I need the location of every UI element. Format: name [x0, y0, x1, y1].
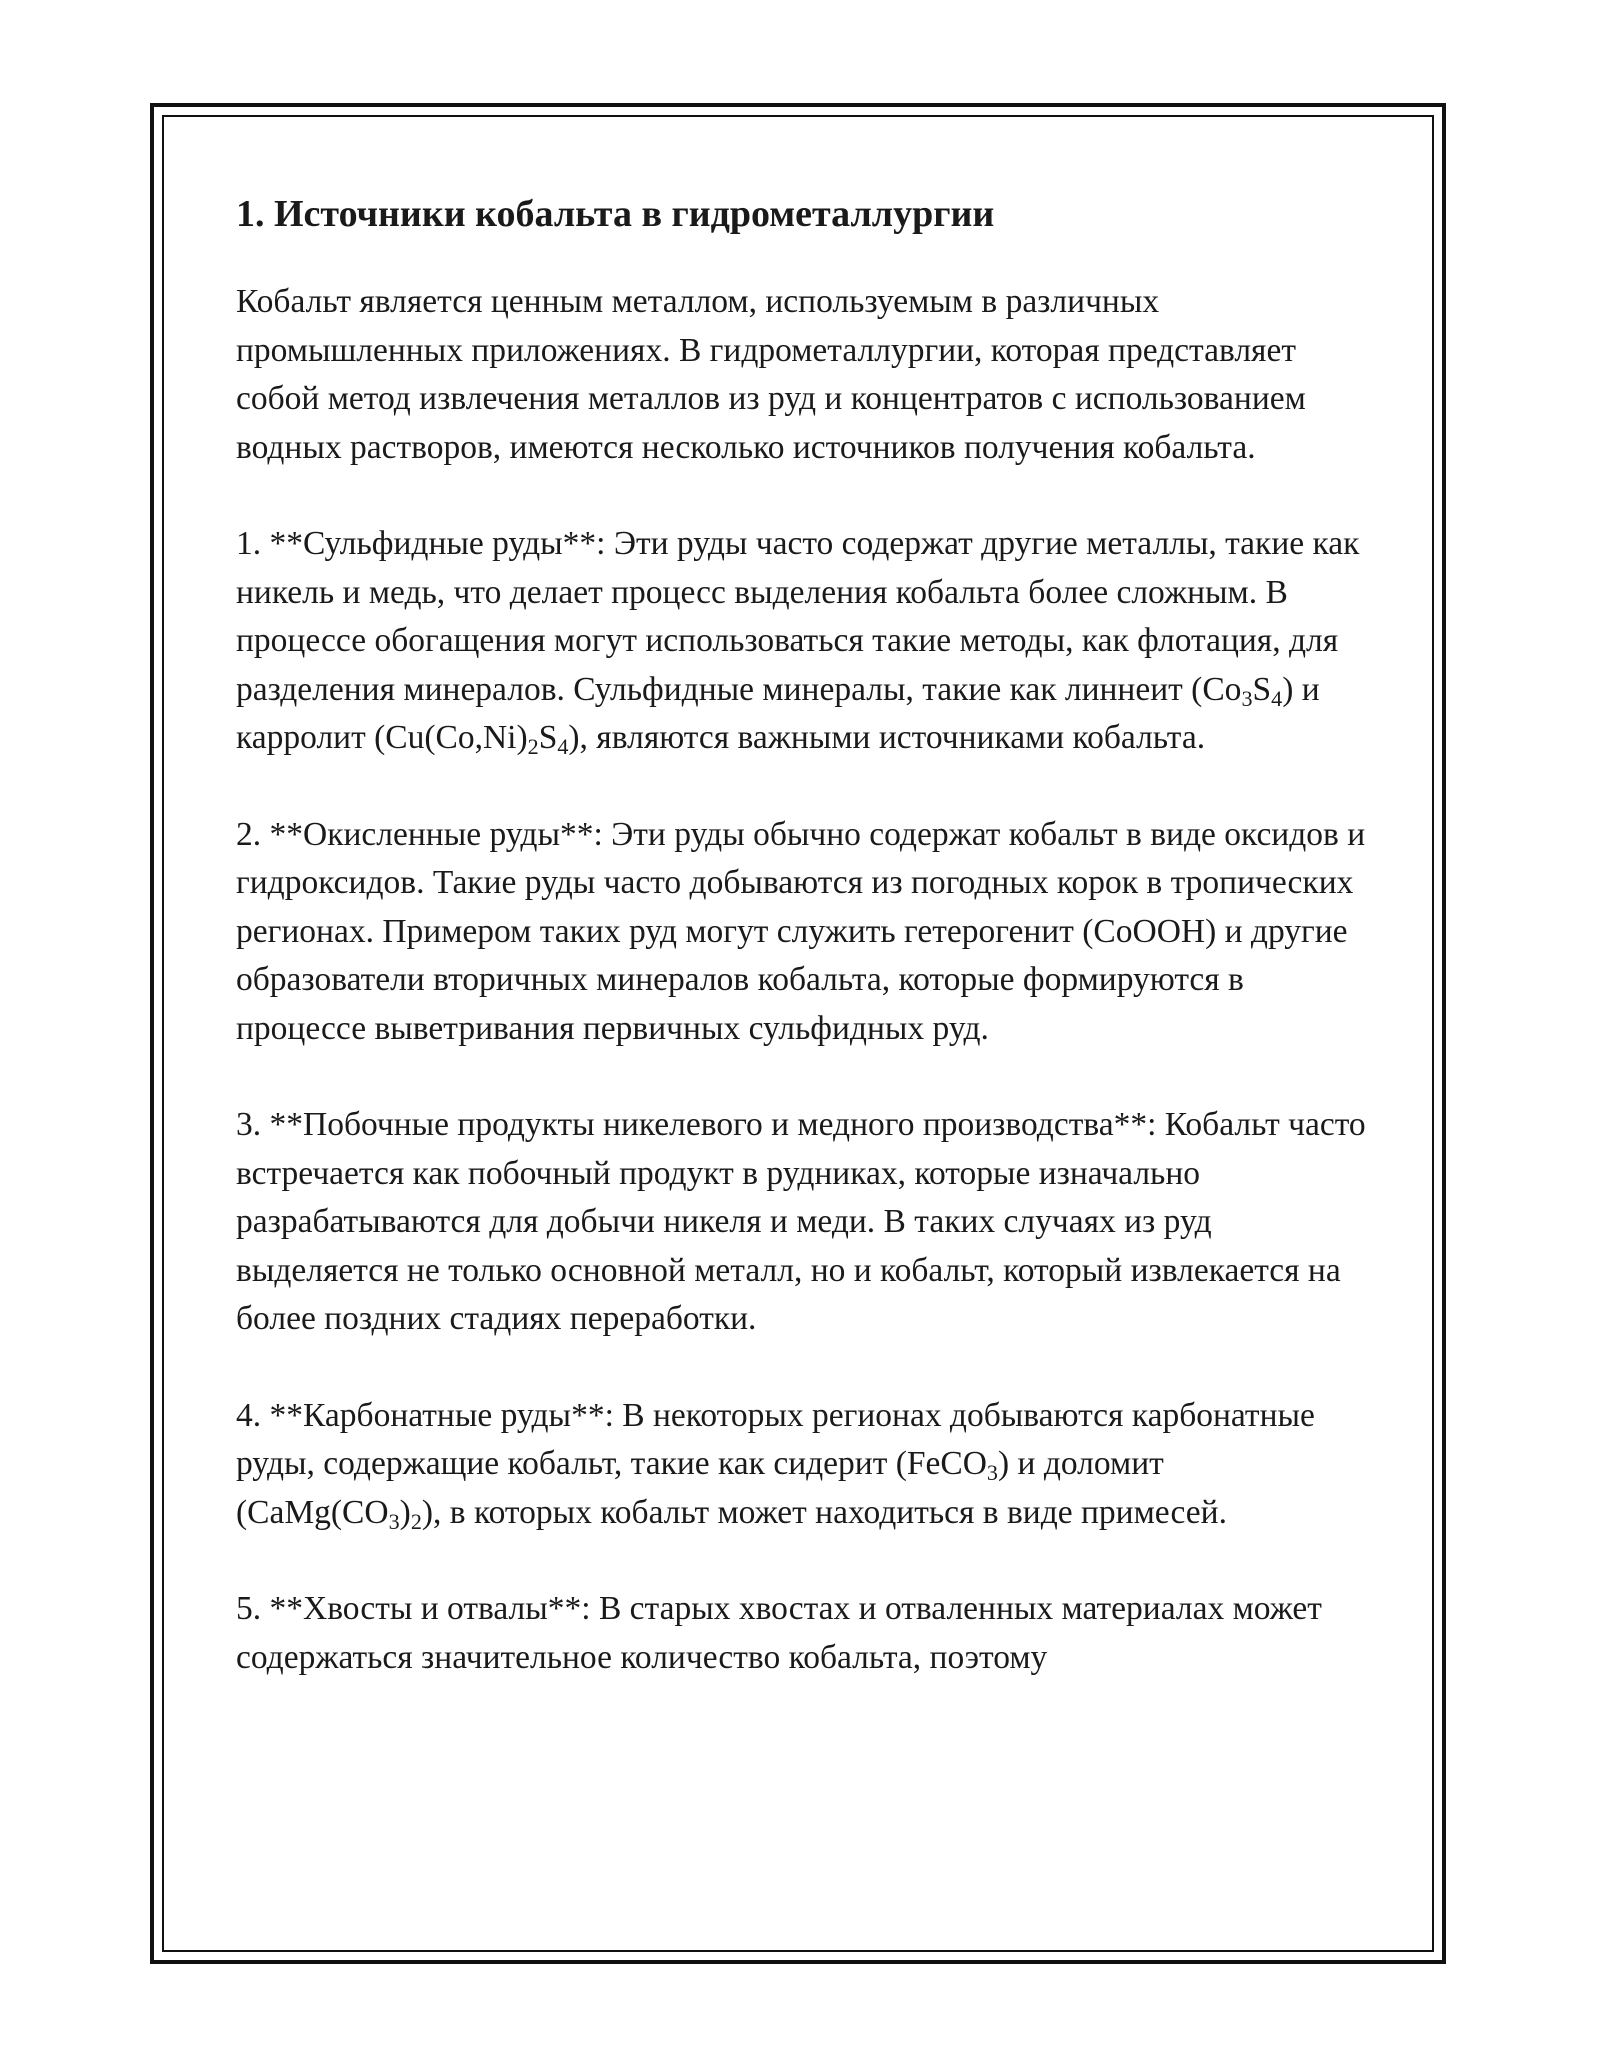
item4-sub-c: 2 — [410, 1508, 422, 1534]
item1-text-e: ), являются важными источниками кобальта. — [568, 719, 1206, 756]
item4-text-a: 4. **Карбонатные руды**: В некоторых регионах добываются карбонатные руды, содержащие кобальт, такие как сидерит (FeCO — [236, 1396, 1315, 1482]
item1-text-d: S — [538, 719, 558, 756]
item1-text-a: 1. **Сульфидные руды**: Эти руды часто содержат другие металлы, такие как никель и медь, что делает процесс выделения кобальта более сложным. В процессе обогащения могут использоваться такие методы, как флотация, для разделения минералов. Сульфидные минералы, такие как линнеит (Co — [236, 525, 1360, 708]
item4-text-d: ), в которых кобальт может находиться в виде примесей. — [421, 1493, 1227, 1531]
item4-sub-a: 3 — [986, 1460, 998, 1486]
item-oxidized-ores: 2. **Окисленные руды**: Эти руды обычно содержат кобальт в виде оксидов и гидроксидов. Такие руды часто добываются из погодных корок в тропических регионах. Примером таких руд могут служить гетерогенит (CoOOH) и другие образователи вторичных минералов кобальта, которые формируются в процессе выветривания первичных сульфидных руд. — [236, 815, 1366, 1047]
item-sulfide-ores — [236, 520, 1376, 763]
item-byproducts: 3. **Побочные продукты никелевого и медного производства**: Кобальт часто встречается как побочный продукт в рудниках, которые изначально разрабатываются для добычи никеля и меди. В таких случаях из руд выделяется не только основной металл, но и кобальт, который извлекается на более поздних стадиях переработки. — [236, 1106, 1366, 1337]
intro-paragraph: Кобальт является ценным металлом, используемым в различных промышленных приложениях. В гидрометаллургии, которая представляет собой метод извлечения металлов из руд и концентратов с использованием водных растворов, имеются несколько источников получения кобальта. — [236, 283, 1306, 466]
item4-sub-b: 3 — [388, 1508, 400, 1534]
item1-text-c: ) и карролит (Cu(Co,Ni) — [236, 670, 1320, 756]
item4-text-c: ) — [399, 1493, 411, 1531]
item-carbonate-ores — [236, 1392, 1376, 1538]
item1-sub-d: 4 — [557, 734, 569, 760]
item1-sub-c: 2 — [527, 734, 539, 760]
item-tailings: 5. **Хвосты и отвалы**: В старых хвостах и отваленных материалах может содержаться значительное количество кобальта, поэтому — [236, 1590, 1322, 1676]
item1-text-b: S — [1252, 670, 1272, 708]
item1-sub-b: 4 — [1271, 685, 1283, 711]
document-body — [236, 188, 1376, 1730]
item4-text-b: ) и доломит (CaMg(CO — [236, 1445, 1164, 1531]
section-heading: 1. Источники кобальта в гидрометаллургии — [236, 193, 995, 235]
item1-sub-a: 3 — [1241, 685, 1253, 711]
